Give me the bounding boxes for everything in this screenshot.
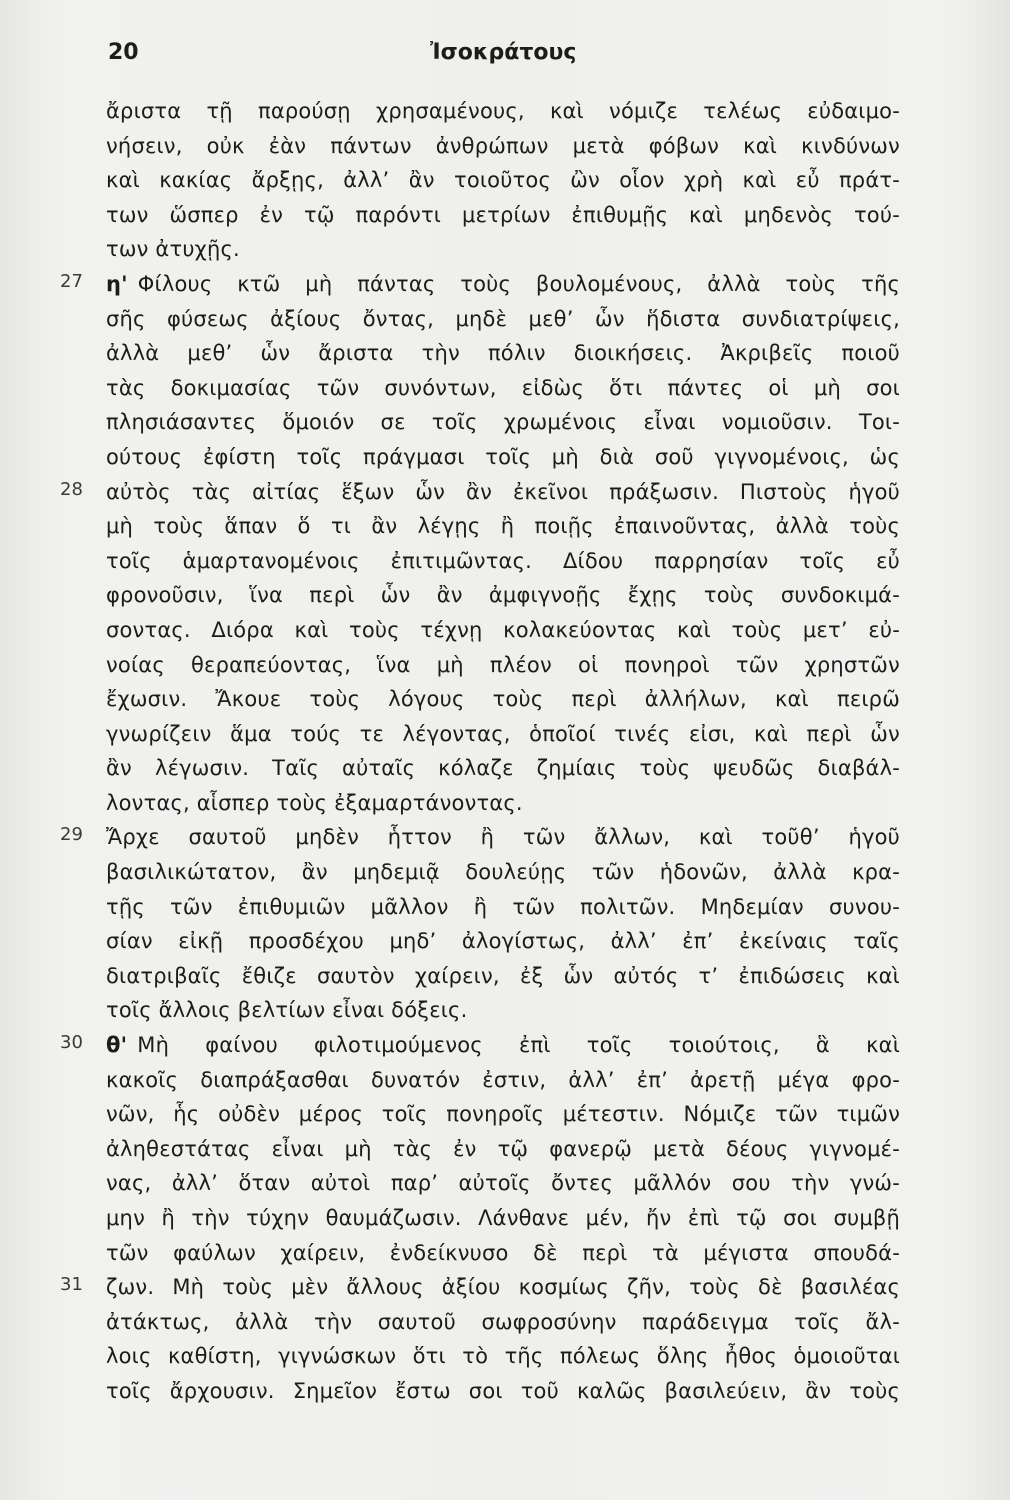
text-line xyxy=(0,165,1010,200)
text-line xyxy=(0,511,1010,546)
line-content: μην ἢ τὴν τύχην θαυμάζωσιν. Λάνθανε μέν, ἤν ἐπὶ τῷ σοι συμβῇ xyxy=(106,1206,900,1230)
text-line xyxy=(0,1307,1010,1342)
line-text xyxy=(106,234,900,264)
line-text xyxy=(106,511,900,541)
line-content: τὰς δοκιμασίας τῶν συνόντων, εἰδὼς ὅτι πάντες οἱ μὴ σοι xyxy=(106,375,900,400)
text-line xyxy=(0,1134,1010,1169)
line-content: ἂν λέγωσιν. Ταῖς αὐταῖς κόλαζε ζημίαις τοὺς ψευδῶς διαβάλ- xyxy=(106,756,900,781)
text-line xyxy=(0,200,1010,235)
line-content: ἀληθεστάτας εἶναι μὴ τὰς ἐν τῷ φανερῷ μετὰ δέους γιγνομέ- xyxy=(106,1136,900,1161)
line-content: Ἄρχε σαυτοῦ μηδὲν ἧττον ἢ τῶν ἄλλων, καὶ τοῦθ’ ἡγοῦ xyxy=(106,825,900,850)
line-content: σῆς φύσεως ἀξίους ὄντας, μηδὲ μεθ’ ὧν ἥδιστα συνδιατρίψεις, xyxy=(106,306,900,331)
line-text xyxy=(106,753,900,783)
line-text xyxy=(106,1376,900,1406)
line-content: ἄριστα τῇ παρούσῃ χρησαμένους, καὶ νόμιζε τελέως εὐδαιμο- xyxy=(106,99,900,123)
text-line xyxy=(0,753,1010,788)
line-text xyxy=(106,442,900,472)
text-line xyxy=(0,1376,1010,1411)
line-text xyxy=(106,1134,900,1164)
page-header xyxy=(0,40,1010,74)
text-line xyxy=(0,1168,1010,1203)
text-line xyxy=(0,373,1010,408)
line-content: των ἀτυχῇς. xyxy=(106,237,240,262)
line-text xyxy=(106,546,900,576)
text-line xyxy=(0,995,1010,1030)
line-content: ἔχωσιν. Ἄκουε τοὺς λόγους τοὺς περὶ ἀλλήλων, καὶ πειρῶ xyxy=(106,687,900,712)
line-text xyxy=(106,1238,900,1268)
text-line xyxy=(0,1030,1010,1065)
line-text xyxy=(106,1203,900,1233)
text-line xyxy=(0,684,1010,719)
line-content: γνωρίζειν ἅμα τούς τε λέγοντας, ὁποῖοί τινές εἰσι, καὶ περὶ ὧν xyxy=(106,721,900,746)
text-line xyxy=(0,304,1010,339)
line-text xyxy=(106,477,900,507)
text-line xyxy=(0,822,1010,857)
chapter-marker: η' xyxy=(106,271,128,296)
line-content: ἀλλὰ μεθ’ ὧν ἄριστα τὴν πόλιν διοικήσεις. Ἀκριβεῖς ποιοῦ xyxy=(106,341,900,366)
text-line xyxy=(0,407,1010,442)
text-line xyxy=(0,234,1010,269)
text-line xyxy=(0,719,1010,754)
line-content: νας, ἀλλ’ ὅταν αὐτοὶ παρ’ αὐτοῖς ὄντες μᾶλλόν σου τὴν γνώ- xyxy=(106,1171,900,1196)
line-content: νοίας θεραπεύοντας, ἵνα μὴ πλέον οἱ πονηροὶ τῶν χρηστῶν xyxy=(106,652,900,677)
line-content: βασιλικώτατον, ἂν μηδεμιᾷ δουλεύῃς τῶν ἡδονῶν, ἀλλὰ κρα- xyxy=(106,860,900,885)
line-content: σίαν εἰκῇ προσδέχου μηδ’ ἀλογίστως, ἀλλ’ ἐπ’ ἐκείναις ταῖς xyxy=(106,929,900,954)
text-line xyxy=(0,926,1010,961)
line-text xyxy=(106,580,900,610)
line-text xyxy=(106,1168,900,1198)
line-content: νῶν, ἧς οὐδὲν μέρος τοῖς πονηροῖς μέτεστιν. Νόμιζε τῶν τιμῶν xyxy=(106,1102,900,1127)
line-content: τοῖς ἄρχουσιν. Σημεῖον ἔστω σοι τοῦ καλῶς βασιλεύειν, ἂν τοὺς xyxy=(106,1378,900,1403)
text-body xyxy=(0,96,1010,1411)
text-line xyxy=(0,477,1010,512)
section-number: 31 xyxy=(60,1274,83,1296)
line-text xyxy=(106,407,900,437)
section-number: 27 xyxy=(60,270,83,292)
text-line xyxy=(0,442,1010,477)
line-content: τῶν φαύλων χαίρειν, ἐνδείκνυσο δὲ περὶ τὰ μέγιστα σπουδά- xyxy=(106,1240,900,1265)
line-content: νήσειν, οὐκ ἐὰν πάντων ἀνθρώπων μετὰ φόβων καὶ κινδύνων xyxy=(106,133,900,158)
line-text xyxy=(106,269,900,299)
line-text xyxy=(106,822,900,852)
chapter-marker: θ' xyxy=(106,1033,128,1058)
section-number: 30 xyxy=(60,1032,83,1054)
line-content: κακοῖς διαπράξασθαι δυνατόν ἐστιν, ἀλλ’ ἐπ’ ἀρετῇ μέγα φρο- xyxy=(106,1067,900,1092)
text-line xyxy=(0,892,1010,927)
line-text xyxy=(106,96,900,126)
text-line xyxy=(0,96,1010,131)
line-text xyxy=(106,1272,900,1302)
running-title: Ἰσοκράτους xyxy=(430,40,577,65)
line-content: ἀτάκτως, ἀλλὰ τὴν σαυτοῦ σωφροσύνην παράδειγμα τοῖς ἄλ- xyxy=(106,1309,900,1334)
text-line xyxy=(0,1272,1010,1307)
line-text xyxy=(106,719,900,749)
text-line xyxy=(0,580,1010,615)
line-content: τοῖς ἁμαρτανομένοις ἐπιτιμῶντας. Δίδου παρρησίαν τοῖς εὖ xyxy=(106,548,900,573)
line-text xyxy=(106,995,900,1025)
line-content: διατριβαῖς ἔθιζε σαυτὸν χαίρειν, ἐξ ὧν αὐτός τ’ ἐπιδώσεις καὶ xyxy=(106,963,900,988)
line-text xyxy=(106,961,900,991)
line-text xyxy=(106,615,900,645)
text-line xyxy=(0,1341,1010,1376)
line-content: πλησιάσαντες ὅμοιόν σε τοῖς χρωμένοις εἶναι νομιοῦσιν. Τοι- xyxy=(106,410,900,435)
line-text xyxy=(106,926,900,956)
line-content: ζων. Μὴ τοὺς μὲν ἄλλους ἀξίου κοσμίως ζῆν, τοὺς δὲ βασιλέας xyxy=(106,1275,900,1300)
line-text xyxy=(106,857,900,887)
line-content: καὶ κακίας ἄρξῃς, ἀλλ’ ἂν τοιοῦτος ὢν οἷον χρὴ καὶ εὖ πράτ- xyxy=(106,168,900,193)
text-line xyxy=(0,1238,1010,1273)
text-line xyxy=(0,546,1010,581)
text-line xyxy=(0,615,1010,650)
line-content: τοῖς ἄλλοις βελτίων εἶναι δόξεις. xyxy=(106,998,468,1023)
section-number: 29 xyxy=(60,824,83,846)
text-line xyxy=(0,338,1010,373)
text-line xyxy=(0,650,1010,685)
line-content: των ὥσπερ ἐν τῷ παρόντι μετρίων ἐπιθυμῇς καὶ μηδενὸς τού- xyxy=(106,202,900,227)
text-line xyxy=(0,857,1010,892)
line-text xyxy=(106,373,900,403)
line-content: λοις καθίστη, γιγνώσκων ὅτι τὸ τῆς πόλεως ὅλης ἦθος ὁμοιοῦται xyxy=(106,1344,900,1369)
line-text xyxy=(106,304,900,334)
line-text xyxy=(106,1341,900,1371)
text-line xyxy=(0,788,1010,823)
line-text xyxy=(106,200,900,230)
line-text xyxy=(106,131,900,161)
line-content: Φίλους κτῶ μὴ πάντας τοὺς βουλομένους, ἀλλὰ τοὺς τῆς xyxy=(137,271,900,296)
line-text xyxy=(106,650,900,680)
text-line xyxy=(0,131,1010,166)
text-line xyxy=(0,1203,1010,1238)
line-text xyxy=(106,338,900,368)
line-text xyxy=(106,1307,900,1337)
line-content: λοντας, αἷσπερ τοὺς ἐξαμαρτάνοντας. xyxy=(106,790,523,815)
line-text xyxy=(106,788,900,818)
line-text xyxy=(106,1030,900,1060)
line-content: μὴ τοὺς ἅπαν ὅ τι ἂν λέγῃς ἢ ποιῇς ἐπαινοῦντας, ἀλλὰ τοὺς xyxy=(106,514,900,539)
line-text xyxy=(106,1099,900,1129)
line-content: τῇς τῶν ἐπιθυμιῶν μᾶλλον ἢ τῶν πολιτῶν. Μηδεμίαν συνου- xyxy=(106,894,900,919)
text-line xyxy=(0,1065,1010,1100)
text-line xyxy=(0,1099,1010,1134)
line-text xyxy=(106,1065,900,1095)
page-number: 20 xyxy=(108,40,139,65)
line-content: ούτους ἐφίστη τοῖς πράγμασι τοῖς μὴ διὰ σοῦ γιγνομένοις, ὡς xyxy=(106,444,900,469)
line-content: Μὴ φαίνου φιλοτιμούμενος ἐπὶ τοῖς τοιούτοις, ἃ καὶ xyxy=(137,1033,900,1058)
line-text xyxy=(106,165,900,195)
line-content: φρονοῦσιν, ἵνα περὶ ὧν ἂν ἀμφιγνοῇς ἔχῃς τοὺς συνδοκιμά- xyxy=(106,583,900,608)
text-line xyxy=(0,269,1010,304)
text-line xyxy=(0,961,1010,996)
line-content: σοντας. Διόρα καὶ τοὺς τέχνῃ κολακεύοντας καὶ τοὺς μετ’ εὐ- xyxy=(106,617,900,642)
line-content: αὐτὸς τὰς αἰτίας ἕξων ὧν ἂν ἐκεῖνοι πράξωσιν. Πιστοὺς ἡγοῦ xyxy=(106,479,900,504)
line-text xyxy=(106,684,900,714)
section-number: 28 xyxy=(60,478,83,500)
line-text xyxy=(106,892,900,922)
